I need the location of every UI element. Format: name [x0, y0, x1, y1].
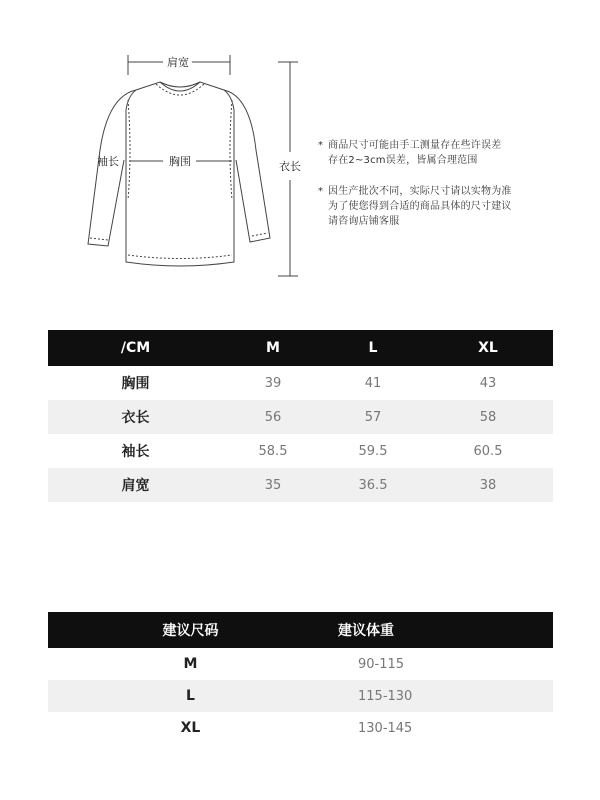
table-row: [48, 680, 553, 712]
note-bullet: *: [318, 140, 324, 151]
header-recommended-weight: 建议体重: [333, 612, 553, 648]
table-row: [48, 712, 553, 744]
size-measurement-table: [48, 330, 553, 502]
note-line: 存在2~3cm误差，皆属合理范围: [328, 155, 478, 166]
note-line: 为了使您得到合适的商品具体的尺寸建议: [328, 201, 512, 212]
size-cell: XL: [180, 720, 201, 736]
weight-recommendation-table: [48, 612, 553, 744]
note-batch-difference: [318, 184, 538, 229]
table-cell: 36.5: [323, 468, 423, 502]
row-label: 袖长: [121, 444, 150, 460]
table-cell: 38: [423, 468, 553, 502]
row-label: 胸围: [121, 376, 150, 392]
note-measurement-error: [318, 138, 538, 168]
table-cell: 56: [223, 400, 323, 434]
table-cell: 39: [264, 375, 282, 391]
header-size-xl: XL: [423, 330, 553, 366]
table-row: [48, 648, 553, 680]
table-row: [48, 434, 553, 468]
header-recommended-size: 建议尺码: [48, 612, 333, 648]
table-header-row: [48, 330, 553, 366]
size-cell: M: [183, 656, 198, 672]
header-size-l: L: [323, 330, 423, 366]
note-line: 请咨询店铺客服: [328, 216, 400, 227]
table-cell: 58.5: [258, 443, 288, 459]
shoulder-label: 肩宽: [167, 56, 189, 69]
shirt-outline: [88, 82, 270, 266]
note-line: 因生产批次不同，实际尺寸请以实物为准: [328, 186, 512, 197]
row-label: 衣长: [48, 400, 223, 434]
header-unit: /CM: [48, 330, 223, 366]
length-label: 衣长: [279, 160, 301, 173]
weight-cell: 115-130: [333, 680, 553, 712]
table-cell: 41: [364, 375, 382, 391]
table-cell: 58: [423, 400, 553, 434]
note-bullet: *: [318, 186, 324, 197]
note-line: 商品尺寸可能由手工测量存在些许误差: [328, 140, 502, 151]
table-cell: 43: [479, 375, 497, 391]
size-cell: L: [48, 680, 333, 712]
chest-label: 胸围: [169, 155, 191, 168]
table-row: [48, 468, 553, 502]
table-header-row: [48, 612, 553, 648]
table-row: [48, 366, 553, 400]
weight-cell: 130-145: [358, 720, 413, 736]
table-cell: 59.5: [358, 443, 388, 459]
header-size-m: M: [223, 330, 323, 366]
table-cell: 57: [323, 400, 423, 434]
table-cell: 35: [223, 468, 323, 502]
table-row: [48, 400, 553, 434]
table-cell: 60.5: [473, 443, 503, 459]
row-label: 肩宽: [48, 468, 223, 502]
sleeve-label: 袖长: [97, 155, 119, 168]
weight-cell: 90-115: [358, 656, 405, 672]
